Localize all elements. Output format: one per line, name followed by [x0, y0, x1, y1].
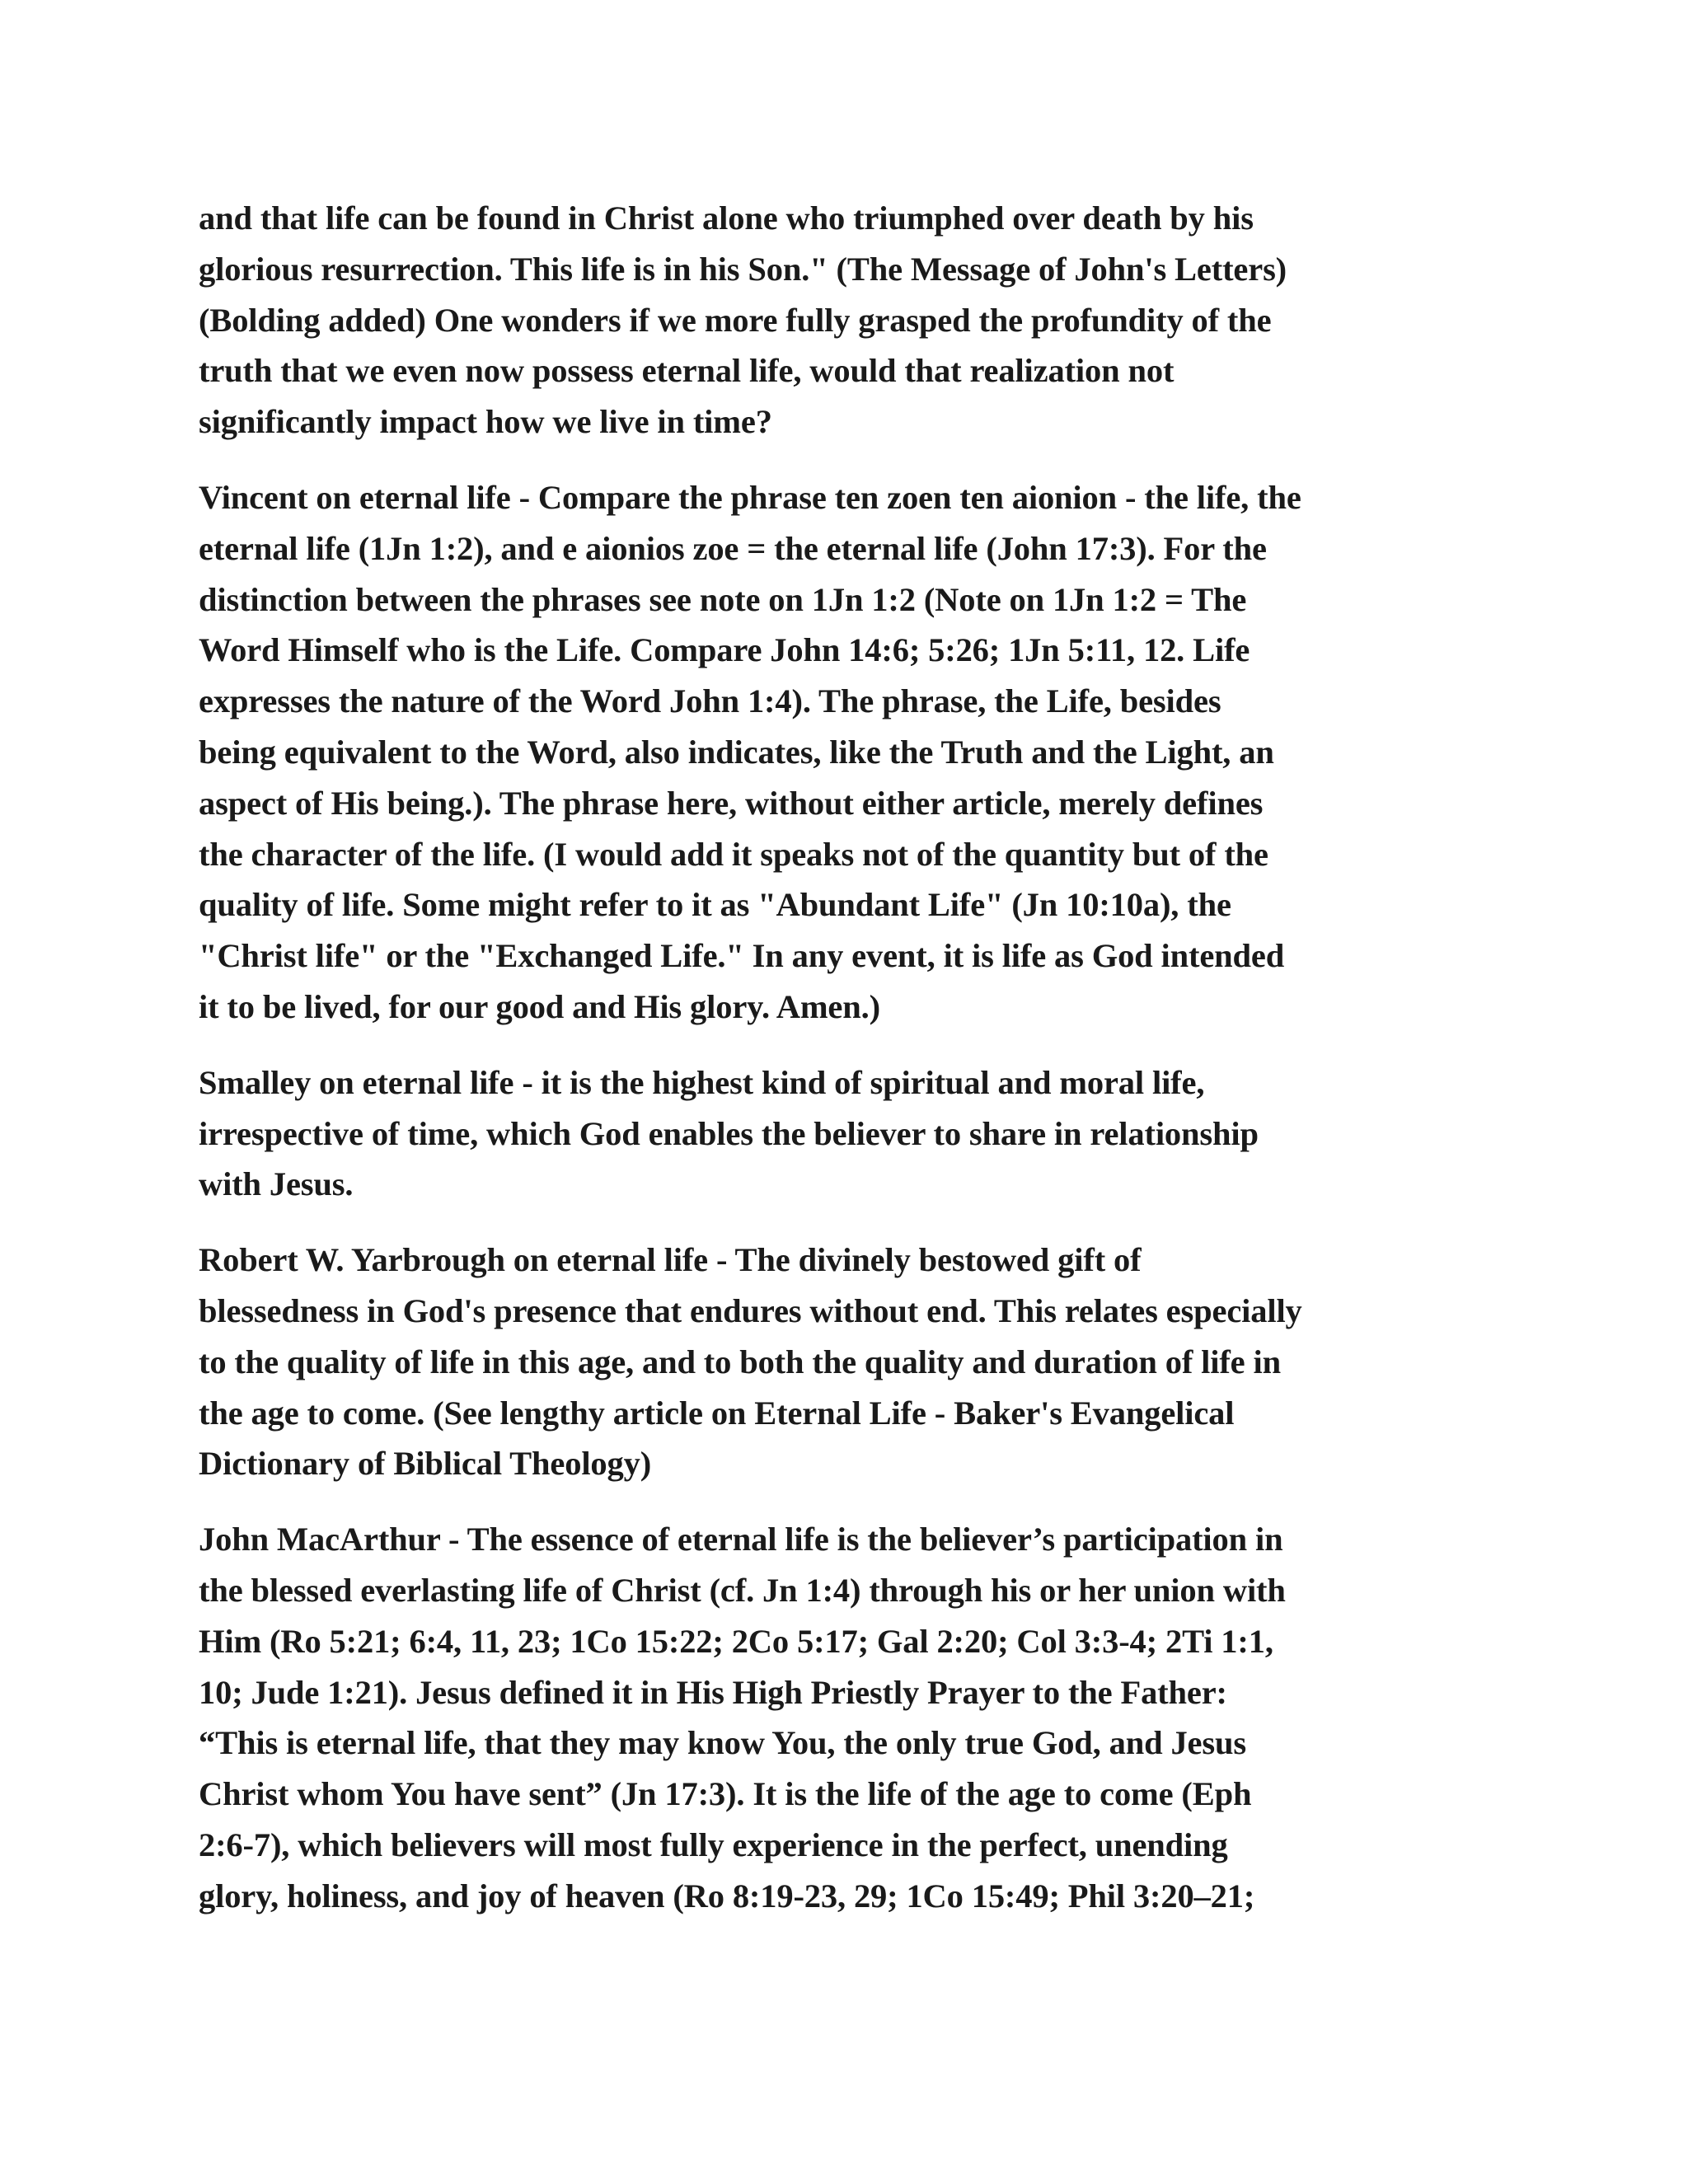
paragraph-smalley-eternal-life: Smalley on eternal life - it is the highest kind of spiritual and moral life, irrespective of time, which God enables the believer to share in relationship with Jesus.: [199, 1063, 1259, 1203]
paragraph-macarthur-eternal-life: John MacArthur - The essence of eternal life is the believer’s participation in the blessed everlasting life of Christ (cf. Jn 1:4) through his or her union with Him (Ro 5:21; 6:4, 11, 23; 1Co 15:22; 2Co 5:17; Gal 2:20; Col 3:3-4; 2Ti 1:1, 10; Jude 1:21). Jesus defined it in His High Priestly Prayer to the Father: “This is eternal life, that they may know You, the only true God, and Jesus Christ whom You have sent” (Jn 17:3). It is the life of the age to come (Eph 2:6-7), which believers will most fully experience in the perfect, unending glory, holiness, and joy of heaven (Ro 8:19-23, 29; 1Co 15:49; Phil 3:20–21;: [199, 1521, 1286, 1915]
document-body: [199, 193, 1501, 1947]
paragraph-resurrection-life: and that life can be found in Christ alone who triumphed over death by his glorious resurrection. This life is in his Son." (The Message of John's Letters) (Bolding added) One wonders if we more fully grasped the profundity of the truth that we even now possess eternal life, would that realization not significantly impact how we live in time?: [199, 199, 1287, 441]
paragraph-vincent-eternal-life: Vincent on eternal life - Compare the phrase ten zoen ten aionion - the life, the eternal life (1Jn 1:2), and e aionios zoe = the eternal life (John 17:3). For the distinction between the phrases see note on 1Jn 1:2 (Note on 1Jn 1:2 = The Word Himself who is the Life. Compare John 14:6; 5:26; 1Jn 5:11, 12. Life expresses the nature of the Word John 1:4). The phrase, the Life, besides being equivalent to the Word, also indicates, like the Truth and the Light, an aspect of His being.). The phrase here, without either article, merely defines the character of the life. (I would add it speaks not of the quantity but of the quality of life. Some might refer to it as "Abundant Life" (Jn 10:10a), the "Christ life" or the "Exchanged Life." In any event, it is life as God intended it to be lived, for our good and His glory. Amen.): [199, 478, 1301, 1025]
paragraph-yarbrough-eternal-life: Robert W. Yarbrough on eternal life - The divinely bestowed gift of blessedness in God's presence that endures without end. This relates especially to the quality of life in this age, and to both the quality and duration of life in the age to come. (See lengthy article on Eternal Life - Baker's Evangelical Dictionary of Biblical Theology): [199, 1241, 1302, 1483]
